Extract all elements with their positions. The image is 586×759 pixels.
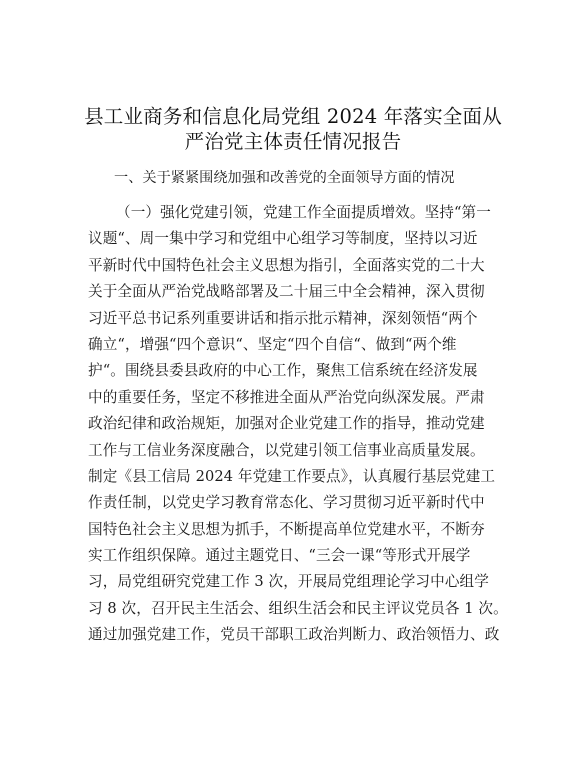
paragraph-line: 平新时代中国特色社会主义思想为指引，全面落实党的二十大 [88,256,485,274]
paragraph-line: 习 8 次，召开民主生活会、组织生活会和民主评议党员各 1 次。 [88,599,508,617]
paragraph-line: 通过加强党建工作，党员干部职工政治判断力、政治领悟力、政 [88,626,500,644]
paragraph-line: 习，局党组研究党建工作 3 次，开展局党组理论学习中心组学 [88,573,489,591]
paragraph-line: （一）强化党建引领，党建工作全面提质增效。坚持“第一 [116,204,491,221]
title-line: 县工业商务和信息化局党组 2024 年落实全面从 [84,105,502,128]
paragraph-line: 制定《县工信局 2024 年党建工作要点》，认真履行基层党建工 [88,467,496,485]
paragraph-line: 工作与工信业务深度融合，以党建引领工信事业高质量发展。 [88,441,485,459]
paragraph-line: 关于全面从严治党战略部署及二十届三中全会精神，深入贯彻 [88,283,485,301]
body-paragraph [88,200,508,649]
paragraph-line: 习近平总书记系列重要讲话和指示批示精神，深刻领悟“两个 [88,309,478,327]
document-title [60,104,526,154]
paragraph-line: 护“。围绕县委县政府的中心工作，聚焦工信系统在经济发展 [88,362,478,380]
paragraph-line: 中的重要任务，坚定不移推进全面从严治党向纵深发展。严肃 [88,388,485,406]
paragraph-line: 国特色社会主义思想为抓手，不断提高单位党建水平，不断夯 [88,520,485,538]
paragraph-line: 实工作组织保障。通过主题党日、“三会一课“等形式开展学 [88,547,471,565]
section-heading: 一、关于紧紧围绕加强和改善党的全面领导方面的情况 [114,170,455,186]
paragraph-line: 确立“，增强“四个意识“、坚定“四个自信“、做到“两个维 [88,335,457,353]
paragraph-line: 议题“、周一集中学习和党组中心组学习等制度，坚持以习近 [88,230,478,248]
paragraph-line: 政治纪律和政治规矩，加强对企业党建工作的指导，推动党建 [88,415,485,433]
paragraph-line: 作责任制，以党史学习教育常态化、学习贯彻习近平新时代中 [88,494,485,512]
title-line: 严治党主体责任情况报告 [184,130,402,153]
